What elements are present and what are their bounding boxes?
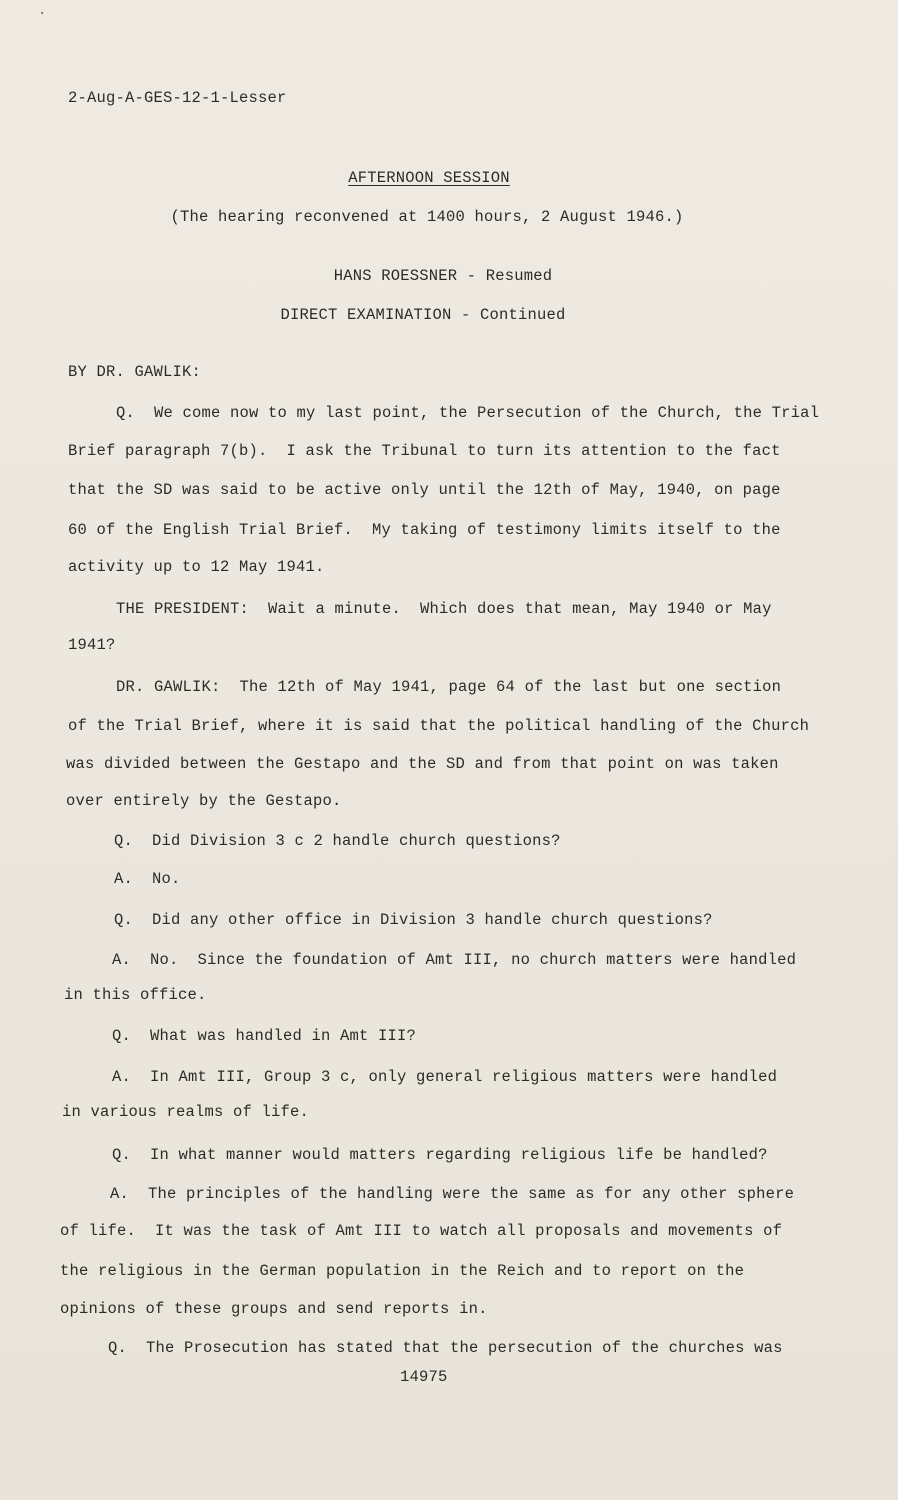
session-title: AFTERNOON SESSION <box>348 169 510 187</box>
text-line: DR. GAWLIK: The 12th of May 1941, page 64 of the last but one section <box>116 678 782 696</box>
text-line: Q. Did any other office in Division 3 handle church questions? <box>114 911 713 929</box>
text-line: 1941? <box>68 636 116 654</box>
text-line: in various realms of life. <box>62 1103 310 1121</box>
reconvened-note: (The hearing reconvened at 1400 hours, 2 August 1946.) <box>170 208 684 226</box>
examination-heading: DIRECT EXAMINATION - Continued <box>280 306 566 324</box>
witness-heading: HANS ROESSNER - Resumed <box>333 267 553 285</box>
page-number: 14975 <box>400 1368 448 1386</box>
text-line: A. No. Since the foundation of Amt III, no church matters were handled <box>112 951 797 969</box>
text-line: activity up to 12 May 1941. <box>68 558 325 576</box>
document-id: 2-Aug-A-GES-12-1-Lesser <box>68 89 287 107</box>
text-line: of life. It was the task of Amt III to watch all proposals and movements of <box>60 1222 783 1240</box>
text-line: of the Trial Brief, where it is said that the political handling of the Church <box>68 717 810 735</box>
text-line: THE PRESIDENT: Wait a minute. Which does that mean, May 1940 or May <box>116 600 772 618</box>
examiner-label: BY DR. GAWLIK: <box>68 363 202 381</box>
text-line: over entirely by the Gestapo. <box>66 792 342 810</box>
text-line: Q. In what manner would matters regarding religious life be handled? <box>112 1146 768 1164</box>
text-line: A. In Amt III, Group 3 c, only general religious matters were handled <box>112 1068 778 1086</box>
text-line: was divided between the Gestapo and the SD and from that point on was taken <box>66 755 779 773</box>
text-line: Brief paragraph 7(b). I ask the Tribunal to turn its attention to the fact <box>68 442 781 460</box>
text-line: Q. What was handled in Amt III? <box>112 1027 417 1045</box>
text-line: A. No. <box>114 870 181 888</box>
text-line: the religious in the German population in the Reich and to report on the <box>60 1262 745 1280</box>
text-line: Q. Did Division 3 c 2 handle church questions? <box>114 832 561 850</box>
text-line: 60 of the English Trial Brief. My taking of testimony limits itself to the <box>68 521 781 539</box>
text-line: Q. The Prosecution has stated that the persecution of the churches was <box>108 1339 783 1357</box>
text-line: that the SD was said to be active only until the 12th of May, 1940, on page <box>68 481 781 499</box>
text-line: opinions of these groups and send reports in. <box>60 1300 488 1318</box>
text-line: in this office. <box>64 986 207 1004</box>
text-line: A. The principles of the handling were the same as for any other sphere <box>110 1185 795 1203</box>
corner-mark: · <box>38 6 47 22</box>
text-line: Q. We come now to my last point, the Persecution of the Church, the Trial <box>116 404 820 422</box>
